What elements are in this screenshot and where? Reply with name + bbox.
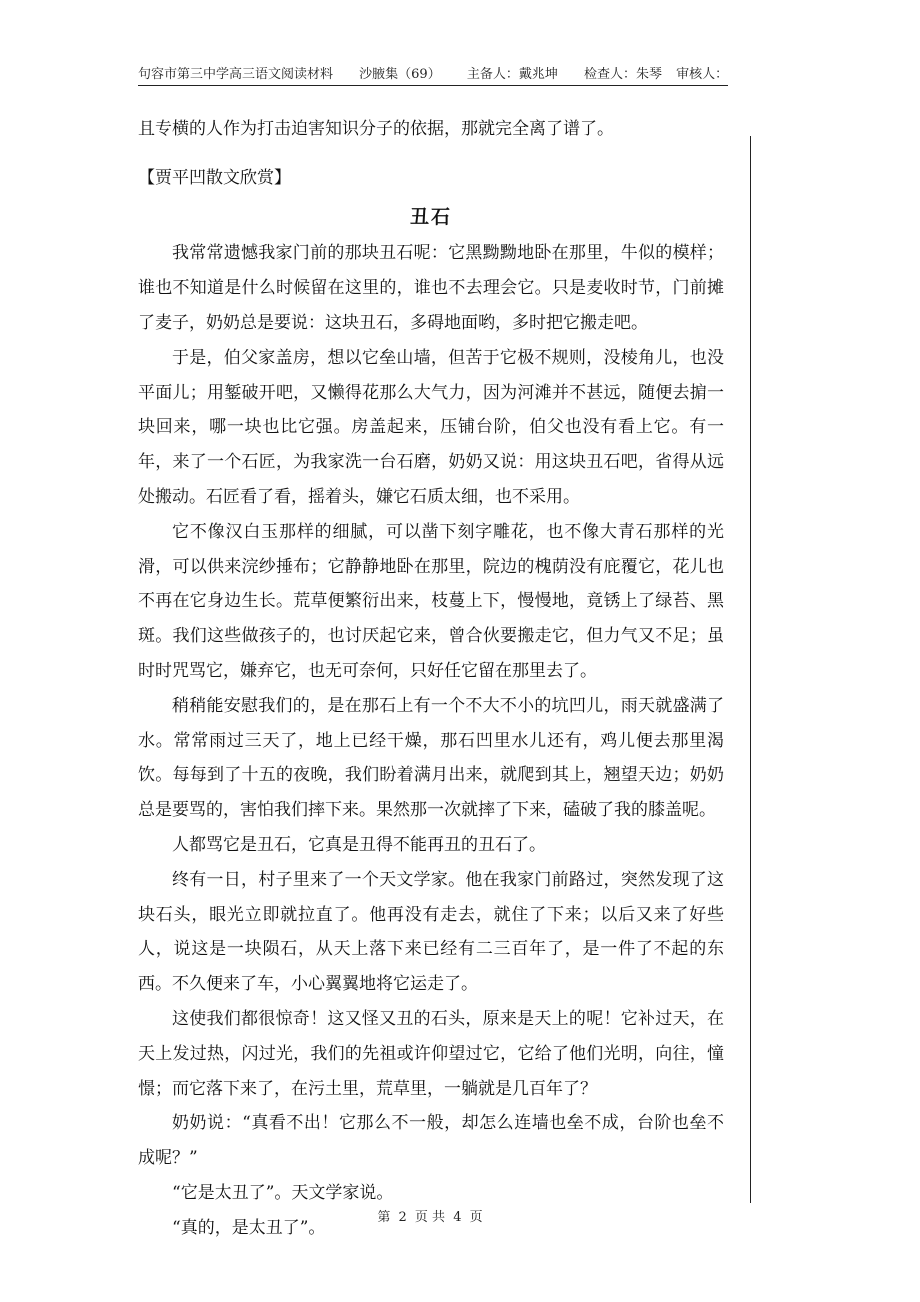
paragraph: 终有一日，村子里来了一个天文学家。他在我家门前路过，突然发现了这块石头，眼光立即就拉直了。他再没有走去，就住了下来；以后又来了好些人，说这是一块陨石，从天上落下来已经有二三百年了，是一件了不起的东西。不久便来了车，小心翼翼地将它运走了。 bbox=[138, 869, 724, 995]
footer-prefix: 第 bbox=[377, 1210, 391, 1225]
section-label: 【贾平凹散文欣赏】 bbox=[138, 167, 291, 188]
margin-rule bbox=[750, 136, 751, 1203]
header-reviewer: 审核人： bbox=[676, 67, 729, 82]
paragraph: 于是，伯父家盖房，想以它垒山墙，但苦于它极不规则，没棱角儿，也没平面儿；用錾破开吧，又懒得花那么大气力，因为河滩并不甚远，随便去掮一块回来，哪一块也比它强。房盖起来，压铺台阶，伯父也没有看上它。有一年，来了一个石匠，为我家洗一台石磨，奶奶又说：用这块丑石吧，省得从远处搬动。石匠看了看，摇着头，嫌它石质太细，也不采用。 bbox=[138, 347, 724, 507]
footer-page-number: 2 bbox=[398, 1210, 407, 1225]
header-title: 句容市第三中学高三语文阅读材料 bbox=[138, 67, 334, 82]
paragraph: 奶奶说：“真看不出！它那么不一般，却怎么连墙也垒不成，台阶也垒不成呢？” bbox=[138, 1113, 724, 1169]
header-author: 主备人：戴兆坤 bbox=[466, 67, 558, 82]
header-series: 沙腋集（69） bbox=[359, 67, 441, 82]
paragraph: 人都骂它是丑石，它真是丑得不能再丑的丑石了。 bbox=[172, 834, 546, 855]
essay-title: 丑石 bbox=[409, 205, 452, 228]
paragraph: “它是太丑了”。天文学家说。 bbox=[172, 1182, 394, 1203]
header-checker: 检查人：朱琴 bbox=[584, 67, 663, 82]
page-header bbox=[138, 64, 728, 86]
paragraph: “真的，是太丑了”。 bbox=[172, 1217, 326, 1238]
document-body bbox=[138, 112, 724, 1246]
paragraph: 它不像汉白玉那样的细腻，可以凿下刻字雕花，也不像大青石那样的光滑，可以供来浣纱捶布；它静静地卧在那里，院边的槐荫没有庇覆它，花儿也不再在它身边生长。荒草便繁衍出来，枝蔓上下，慢慢地，竟锈上了绿苔、黑斑。我们这些做孩子的，也讨厌起它来，曾合伙要搬走它，但力气又不足；虽时时咒骂它，嫌弃它，也无可奈何，只好任它留在那里去了。 bbox=[138, 521, 724, 681]
footer-total-pages: 4 bbox=[453, 1210, 462, 1225]
lead-paragraph: 且专横的人作为打击迫害知识分子的依据，那就完全离了谱了。 bbox=[138, 119, 614, 139]
paragraph: 这使我们都很惊奇！这又怪又丑的石头，原来是天上的呢！它补过天，在天上发过热，闪过光，我们的先祖或许仰望过它，它给了他们光明，向往，憧憬；而它落下来了，在污土里，荒草里，一躺就是几百年了？ bbox=[138, 1008, 724, 1099]
paragraph: 我常常遗憾我家门前的那块丑石呢：它黑黝黝地卧在那里，牛似的模样；谁也不知道是什么时候留在这里的，谁也不去理会它。只是麦收时节，门前摊了麦子，奶奶总是要说：这块丑石，多碍地面哟，多时把它搬走吧。 bbox=[138, 243, 724, 333]
page-footer bbox=[0, 1206, 860, 1225]
paragraph: 稍稍能安慰我们的，是在那石上有一个不大不小的坑凹儿，雨天就盛满了水。常常雨过三天了，地上已经干燥，那石凹里水儿还有，鸡儿便去那里渴饮。每每到了十五的夜晚，我们盼着满月出来，就爬到其上，翘望天边；奶奶总是要骂的，害怕我们摔下来。果然那一次就摔了下来，磕破了我的膝盖呢。 bbox=[138, 695, 724, 821]
footer-middle: 页 共 bbox=[414, 1210, 446, 1225]
footer-suffix: 页 bbox=[469, 1210, 483, 1225]
